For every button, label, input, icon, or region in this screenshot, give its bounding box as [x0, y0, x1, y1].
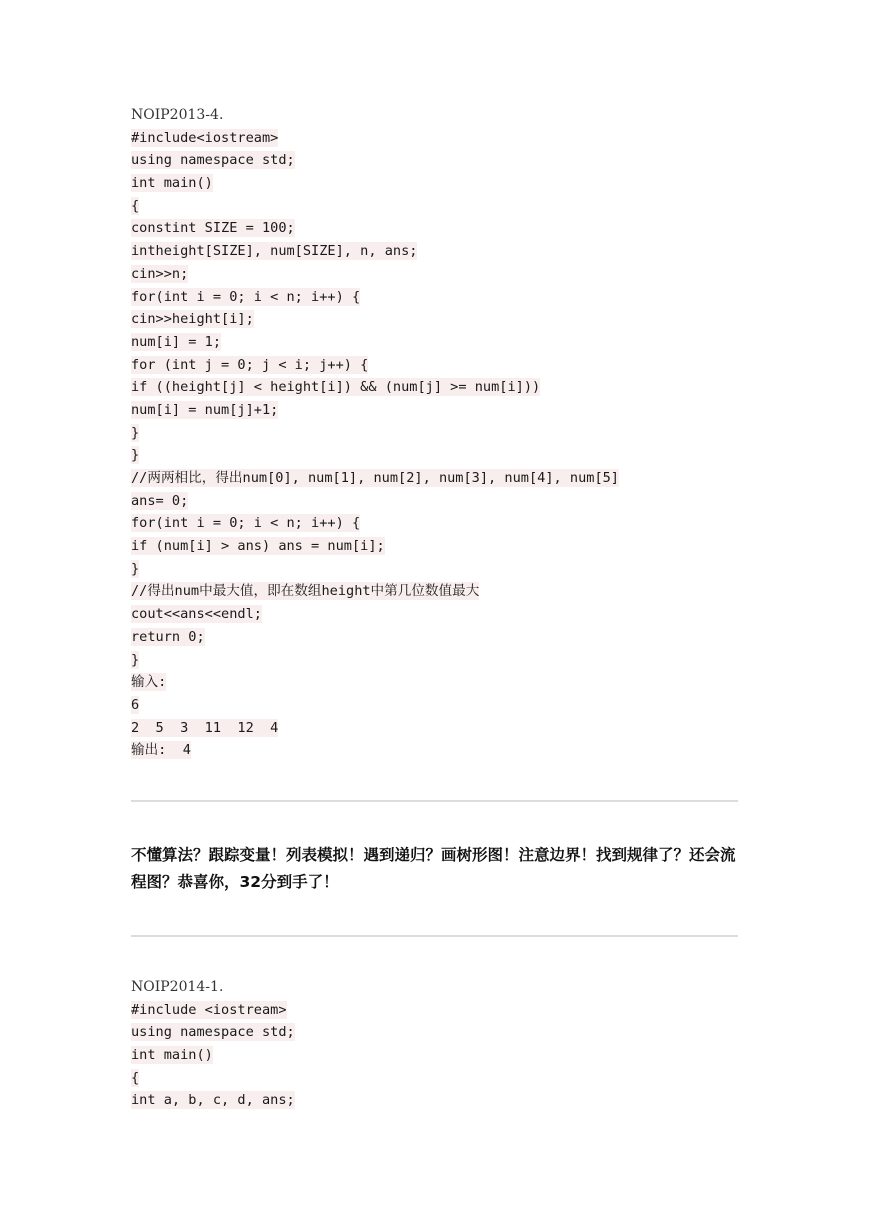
- code-line: [131, 399, 738, 422]
- code-line: [131, 535, 738, 558]
- code-line: [131, 1044, 738, 1067]
- code-line: [131, 195, 738, 218]
- code-text: cout<<ans<<endl;: [131, 606, 262, 623]
- tip-text: 不懂算法？跟踪变量！列表模拟！遇到递归？画树形图！注意边界！找到规律了？还会流程图？恭喜你，32分到手了！: [131, 845, 736, 891]
- code-text: num[i] = 1;: [131, 333, 222, 350]
- code-text: cin>>height[i];: [131, 311, 254, 328]
- code-text: intheight[SIZE], num[SIZE], n, ans;: [131, 243, 418, 260]
- code-line: [131, 558, 738, 581]
- code-text: int main(): [131, 175, 213, 192]
- code-line: [131, 626, 738, 649]
- code-line: [131, 354, 738, 377]
- code-text: //得出num中最大值，即在数组height中第几位数值最大: [131, 583, 480, 600]
- code-text: using namespace std;: [131, 152, 295, 169]
- divider: [131, 800, 738, 802]
- code-line: [131, 1021, 738, 1044]
- code-line: [131, 217, 738, 240]
- code-text: //两两相比，得出num[0], num[1], num[2], num[3], num[4], num[5]: [131, 470, 619, 486]
- document-page: [131, 104, 738, 1112]
- code-text: 2 5 3 11 12 4: [131, 719, 279, 736]
- code-line: [131, 331, 738, 354]
- code-line: [131, 694, 738, 717]
- code-line: [131, 671, 738, 694]
- code-text: #include<iostream>: [131, 129, 279, 146]
- code-text: {: [131, 1069, 140, 1086]
- code-line: [131, 1067, 738, 1090]
- code-line: [131, 376, 738, 399]
- code-text: }: [131, 560, 140, 577]
- code-line: [131, 603, 738, 626]
- code-section-noip2013-4: [131, 104, 738, 762]
- code-text: if ((height[j] < height[i]) && (num[j] >= num[i])): [131, 379, 541, 396]
- divider: [131, 935, 738, 937]
- code-text: for (int j = 0; j < i; j++) {: [131, 356, 369, 373]
- code-text: constint SIZE = 100;: [131, 220, 295, 237]
- code-line: [131, 717, 738, 740]
- code-text: for(int i = 0; i < n; i++) {: [131, 288, 361, 305]
- code-line: [131, 172, 738, 195]
- code-text: 输出: 4: [131, 742, 191, 759]
- code-line: [131, 490, 738, 513]
- section-title: NOIP2013-4.: [131, 107, 224, 123]
- code-line: [131, 263, 738, 286]
- code-text: for(int i = 0; i < n; i++) {: [131, 515, 361, 532]
- code-text: int a, b, c, d, ans;: [131, 1092, 295, 1109]
- code-text: }: [131, 424, 140, 441]
- code-text: }: [131, 651, 140, 668]
- code-line: [131, 512, 738, 535]
- code-text: ans= 0;: [131, 492, 189, 509]
- section-title: NOIP2014-1.: [131, 978, 224, 995]
- code-line: [131, 422, 738, 445]
- code-line: [131, 999, 738, 1022]
- code-text: {: [131, 197, 140, 214]
- code-line: [131, 649, 738, 672]
- code-line: [131, 739, 738, 762]
- tip-paragraph: [131, 842, 738, 896]
- code-text: return 0;: [131, 628, 205, 645]
- code-line: [131, 149, 738, 172]
- code-line: [131, 308, 738, 331]
- code-text: 输入:: [131, 674, 167, 691]
- code-section-noip2014-1: [131, 976, 738, 1112]
- code-text: cin>>n;: [131, 265, 189, 282]
- code-block: [131, 127, 738, 762]
- code-text: #include <iostream>: [131, 1001, 287, 1018]
- code-line: [131, 444, 738, 467]
- code-block: [131, 999, 738, 1112]
- code-text: if (num[i] > ans) ans = num[i];: [131, 538, 385, 555]
- code-line: [131, 240, 738, 263]
- code-text: using namespace std;: [131, 1024, 295, 1041]
- code-text: }: [131, 447, 140, 464]
- code-text: int main(): [131, 1047, 213, 1063]
- code-text: 6: [131, 696, 140, 713]
- code-text: num[i] = num[j]+1;: [131, 401, 279, 418]
- code-line: [131, 580, 738, 603]
- code-line: [131, 467, 738, 490]
- code-line: [131, 127, 738, 150]
- code-line: [131, 1089, 738, 1112]
- code-line: [131, 286, 738, 309]
